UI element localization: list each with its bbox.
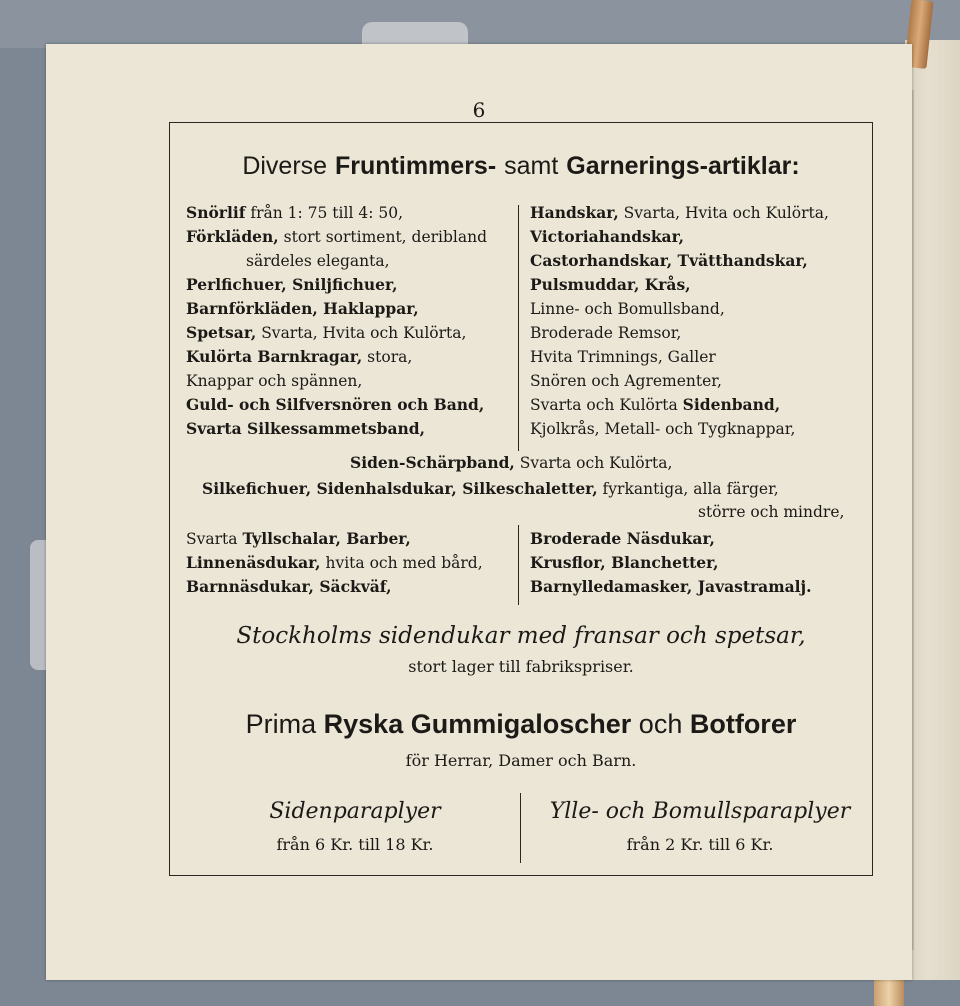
- list-item: Barnförkläden, Haklappar,: [186, 299, 419, 318]
- list-item: Guld- och Silfversnören och Band,: [186, 395, 485, 414]
- title-part-3: samt: [504, 152, 559, 180]
- list-item: särdeles eleganta,: [246, 252, 390, 270]
- left-product-list-2: [186, 527, 483, 599]
- list-item: Barnylledamasker, Javastramalj.: [530, 577, 812, 596]
- list-item: Svarta och Kulörta Sidenband,: [530, 395, 781, 414]
- page-number: 6: [472, 98, 486, 122]
- right-product-list: [530, 201, 829, 441]
- page-title: [170, 151, 872, 181]
- full-row-silkefichuer: Silkefichuer, Sidenhalsdukar, Silkeschaletter, fyrkantiga, alla färger,: [202, 479, 779, 498]
- sidenparaplyer-title: Sidenparaplyer: [269, 799, 441, 824]
- right-product-list-2: [530, 527, 812, 599]
- list-item: Hvita Trimnings, Galler: [530, 348, 716, 366]
- list-item: Linnenäsdukar, hvita och med bård,: [186, 553, 483, 572]
- list-item: Krusflor, Blanchetter,: [530, 553, 719, 572]
- advertisement-frame: [169, 122, 873, 876]
- list-item: Barnnäsdukar, Säckväf,: [186, 577, 392, 596]
- sidendukar-line: Stockholms sidendukar med fransar och spetsar,: [236, 623, 806, 649]
- list-item: Broderade Remsor,: [530, 324, 682, 342]
- galoscher-heading: Prima Ryska Gummigaloscher och Botforer: [245, 709, 797, 739]
- title-part-1: Diverse: [242, 152, 328, 180]
- title-part-4: Garnerings-artiklar:: [566, 152, 800, 180]
- list-item: Svarta Tyllschalar, Barber,: [186, 529, 411, 548]
- full-row-storre: större och mindre,: [698, 503, 845, 521]
- catalogue-page: [46, 44, 912, 980]
- list-item: Kulörta Barnkragar, stora,: [186, 347, 413, 366]
- bomullsparaplyer-price: från 2 Kr. till 6 Kr.: [626, 835, 774, 854]
- left-product-list: [186, 201, 487, 441]
- list-item: Svarta Silkessammetsband,: [186, 419, 426, 438]
- list-item: Snörlif från 1: 75 till 4: 50,: [186, 203, 403, 222]
- list-item: Handskar, Svarta, Hvita och Kulörta,: [530, 203, 829, 222]
- sidenparaplyer-price: från 6 Kr. till 18 Kr.: [276, 835, 434, 854]
- list-item: Spetsar, Svarta, Hvita och Kulörta,: [186, 323, 467, 342]
- list-item: Victoriahandskar,: [530, 227, 685, 246]
- column-divider-bottom: [520, 793, 521, 863]
- column-divider-top: [518, 205, 519, 451]
- bomullsparaplyer-title: Ylle- och Bomullsparaplyer: [549, 799, 851, 824]
- list-item: Förkläden, stort sortiment, deribland: [186, 227, 488, 246]
- galoscher-subline: för Herrar, Damer och Barn.: [405, 751, 637, 770]
- list-item: Kjolkrås, Metall- och Tygknappar,: [530, 420, 796, 438]
- title-part-2: Fruntimmers-: [335, 152, 497, 180]
- facing-page-fold: [912, 90, 914, 950]
- fabrikspriser-line: stort lager till fabrikspriser.: [408, 657, 634, 676]
- list-item: Pulsmuddar, Krås,: [530, 275, 691, 294]
- list-item: Linne- och Bomullsband,: [530, 300, 725, 318]
- full-row-schärpband: Siden-Schärpband, Svarta och Kulörta,: [350, 453, 673, 472]
- list-item: Snören och Agrementer,: [530, 372, 722, 390]
- list-item: Castorhandskar, Tvätthandskar,: [530, 251, 808, 270]
- list-item: Knappar och spännen,: [186, 372, 363, 390]
- scan-backdrop: [0, 0, 960, 48]
- column-divider-middle: [518, 525, 519, 605]
- list-item: Perlfichuer, Sniljfichuer,: [186, 275, 398, 294]
- list-item: Broderade Näsdukar,: [530, 529, 715, 548]
